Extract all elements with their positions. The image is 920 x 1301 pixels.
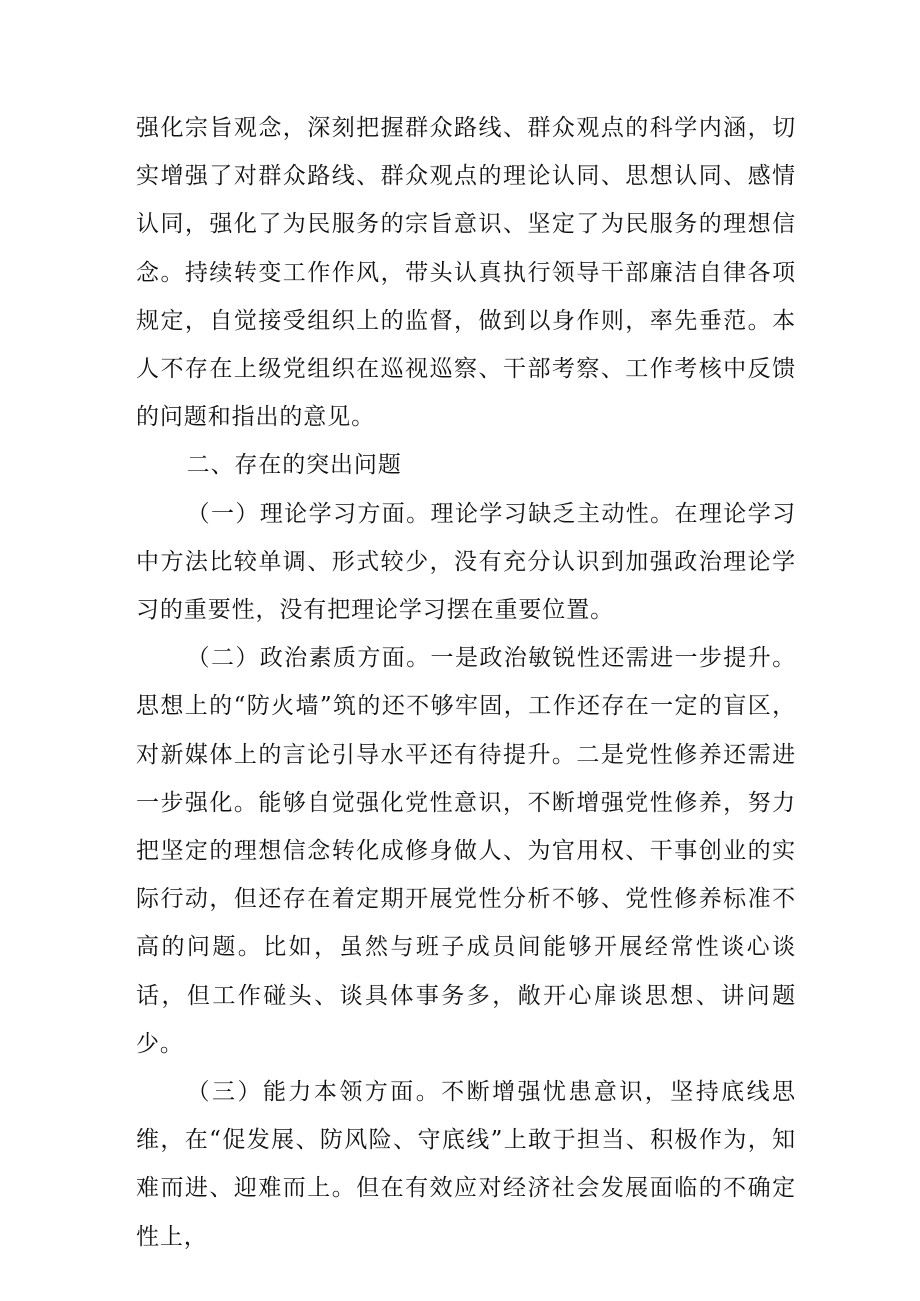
- document-body: [136, 104, 796, 1261]
- paragraph-ability: （三）能力本领方面。不断增强忧患意识，坚持底线思维，在“促发展、防风险、守底线”上敢于担当、积极作为，知难而进、迎难而上。但在有效应对经济社会发展面临的不确定性上，: [136, 1079, 796, 1250]
- paragraph-theory-study: （一）理论学习方面。理论学习缺乏主动性。在理论学习中方法比较单调、形式较少，没有充分认识到加强政治理论学习的重要性，没有把理论学习摆在重要位置。: [136, 500, 796, 624]
- section-heading-problems: 二、存在的突出问题: [186, 452, 402, 479]
- paragraph-party-purpose: 强化宗旨观念，深刻把握群众路线、群众观点的科学内涵，切实增强了对群众路线、群众观点的理论认同、思想认同、感情认同，强化了为民服务的宗旨意识、坚定了为民服务的理想信念。持续转变工作作风，带头认真执行领导干部廉洁自律各项规定，自觉接受组织上的监督，做到以身作则，率先垂范。本人不存在上级党组织在巡视巡察、干部考察、工作考核中反馈的问题和指出的意见。: [136, 115, 796, 431]
- paragraph-political-quality: （二）政治素质方面。一是政治敏锐性还需进一步提升。思想上的“防火墙”筑的还不够牢固，工作还存在一定的盲区，对新媒体上的言论引导水平还有待提升。二是党性修养还需进一步强化。能够自觉强化党性意识，不断增强党性修养，努力把坚定的理想信念转化成修身做人、为官用权、干事创业的实际行动，但还存在着定期开展党性分析不够、党性修养标准不高的问题。比如，虽然与班子成员间能够开展经常性谈心谈话，但工作碰头、谈具体事务多，敞开心扉谈思想、讲问题少。: [136, 645, 796, 1057]
